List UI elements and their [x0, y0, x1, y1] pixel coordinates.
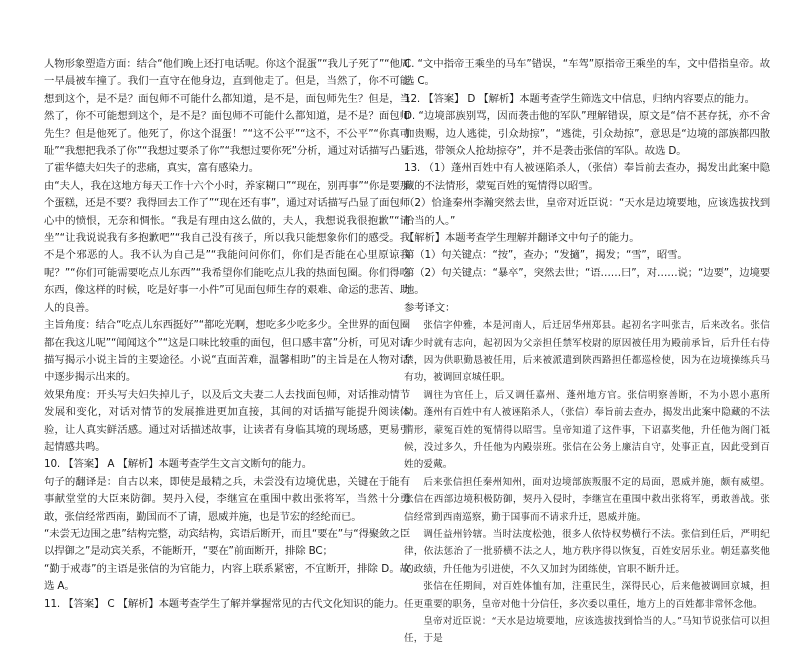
paragraph: 12. 【答案】 D 【解析】本题考查学生筛选文中信息，归纳内容要点的能力。: [404, 92, 755, 105]
paragraph: D. “边境部族别骂，因而袭击他的军队”理解错误，原文是“信不甚存抚，亦不舍加贵赐，边人逃徙，引众劫掠”，“逃徙，引众劫掠”，意思是“边境的部族都四散后逃，带领众人抢劫掠夺”，并不是袭击张信的军队。故选 D。: [404, 110, 770, 158]
paragraph: 10. 【答案】 A 【解析】本题考查学生文言文断句的能力。: [44, 458, 313, 471]
paragraph: 第（1）句关键点：“按”，查办；“发擿”，揭发；“雪”，昭雪。: [404, 249, 688, 262]
paragraph: “勤于戒毒”的主语是张信的为官能力，内容上联系紧密，不宜断开，排除 D。故选 A。: [44, 562, 410, 593]
paragraph: C. “文中指帝王乘坐的马车”错误，“车驾”原指帝王乘坐的车，文中借指皇帝。故选 C。: [404, 58, 770, 88]
translation-paragraph: 后来张信担任秦州知州，面对边境部族叛服不定的局面，恩威并施，颇有威望。张信在西部边境积极防御，契丹入侵时，李继宣在重围中救出张将军，勇敢善战。张信经常到西南巡察，勤于国事而不请求升迁，恩威并施。: [404, 476, 770, 523]
translation-paragraph: 调任益州钤辖。当时法度松弛，很多人依恃权势横行不法。张信到任后，严明纪律，依法惩治了一批骄横不法之人，地方秩序得以恢复，百姓安居乐业。朝廷嘉奖他的政绩，升任他为引进使，不久又加封为团练使，官职不断升迁。: [404, 528, 770, 575]
paragraph: 13. （1）蓬州百姓中有人被诬陷杀人，（张信）奉旨前去查办，揭发出此案中隐藏的不法情形，蒙冤百姓的冤情得以昭雪。: [404, 162, 770, 192]
translation-paragraph: 张信在任期间，对百姓体恤有加，注重民生，深得民心，后来他被调回京城，担任更重要的职务，皇帝对他十分信任，多次委以重任，地方上的百姓都非常怀念他。: [404, 581, 770, 610]
paragraph: （2）恰逢秦州李瀚突然去世，皇帝对近臣说：“天水是边境要地，应该选拔找到恰当的人。”: [404, 197, 770, 227]
paragraph: 人物形象塑造方面：结合“他们晚上还打电话呢。你这个混蛋”“我儿子死了”“他周一早晨被车撞了。我们一直守在他身边，直到他走了。但是，当然了，你不可能想到这个，是不是？面包师不可能什么都知道，是不是，面包师先生？但是，当然了，你不可能想到这个，是不是？面包师不可能什么都知道，是不是？面包师先生？但是他死了。他死了，你这个混蛋！”“这不公平”“这不，不公平”“你真可耻”“我想把我杀了你”“我想过要杀了你”“我想过要你死”分析，通过对话描写凸显了霍华德夫妇失子的悲痛，真实，富有感染力。: [44, 58, 410, 175]
translation-paragraph: 张信字仲雅，本是河南人，后迁居华州郑县。起初名字叫张吉，后来改名。张信年少时就有志向，起初因为父亲担任禁军校尉的原因被任用为殿前承旨，后升任右侍禁，因为供职勤恳被任用，后来被派遣到陕西路担任都巡检使，因为在边境操练兵马有功，被调回京城任职。: [404, 320, 770, 384]
paragraph: 第（2）句关键点：“暴卒”，突然去世；“语……曰”，对……说；“边要”，边境要地。: [404, 266, 770, 297]
paragraph: 11. 【答案】 C 【解析】本题考查学生了解并掌握常见的古代文化知识的能力。: [44, 597, 405, 610]
translation-paragraph: 皇帝对近臣说：“天水是边境要地，应该选拔找到恰当的人。”马知节说张信可以担任，于是: [404, 616, 770, 645]
paragraph: 参考译文：: [404, 301, 456, 314]
translation-paragraph: 调往为官任上，后又调任嘉州、蓬州地方官。张信明察善断，不为小恩小惠所动。蓬州有百姓中有人被诬陷杀人，（张信）奉旨前去查办，揭发出此案中隐藏的不法情形，蒙冤百姓的冤情得以昭雪。皇帝知道了这件事，下诏嘉奖他，升任他为阁门祗候，没过多久，升任他为内殿崇班。张信在公务上廉洁自守，处事正直，因此受到百姓的爱戴。: [404, 389, 770, 471]
paragraph: 主旨角度：结合“吃点儿东西挺好”“都吃光啊，想吃多少吃多少。全世界的面包圈都在我这儿呢”“闻闻这个”“这是口味比较重的面包，但口感丰富”分析，可见对话描写揭示小说主旨的主要途径。小说“直面苦难，温馨相助”的主旨是在人物对话中逐步揭示出来的。: [44, 319, 410, 384]
paragraph: 【解析】本题考查学生理解并翻译文中句子的能力。: [404, 232, 640, 245]
paragraph: 由“夫人，我在这地方每天工作十六个小时，养家糊口”“现在，别再事”“你是要那个蛋糕，还是不要？我得回去工作了”“现在还有事”，通过对话描写凸显了面包师心中的愤恨，无奈和惆怅。“我是有理由这么做的，夫人，我想说我很抱歉”“请坐”“让我说说我有多抱歉吧”“我自己没有孩子，所以我只能想象你们的感受。我不是个邪恶的人。我不认为自己是”“我能问问你们，你们是否能在心里原谅我呢？”“你们可能需要吃点儿东西”“我希望你们能吃点儿我的热面包圈。你们得吃东西，像这样的时候，吃是好事一小件”可见面包师生存的艰难、命运的悲苦、助人的良善。: [44, 179, 410, 314]
paragraph: “未尝无边围之患”结构完整，动宾结构，宾语后断开，而且“要在”与“得聚敛之臣以捍御之”是动宾关系，不能断开，“要在”前面断开，排除 BC；: [44, 527, 410, 558]
left-column: [44, 56, 410, 613]
right-column: [404, 56, 770, 648]
paragraph: 句子的翻译是：自古以来，即使是最精之兵，未尝没有边境优患，关键在于能有事献堂堂的大臣来防御。契丹入侵，李继宣在重围中救出张将军，当然十分勇敢，张信经常西南，勤国而不了请，恩威并施，也是节宏的经纶而已。: [44, 475, 410, 523]
paragraph: 效果角度：开头写夫妇失掉儿子，以及后文夫妻二人去找面包师，对话推动情节发展和变化，对话对情节的发展推进更加直接，其间的对话描写能提升阅读体验，让人真实鲜活感。通过对话描述故事，让读者有身临其境的现场感，更易引起情感共鸣。: [44, 388, 410, 453]
